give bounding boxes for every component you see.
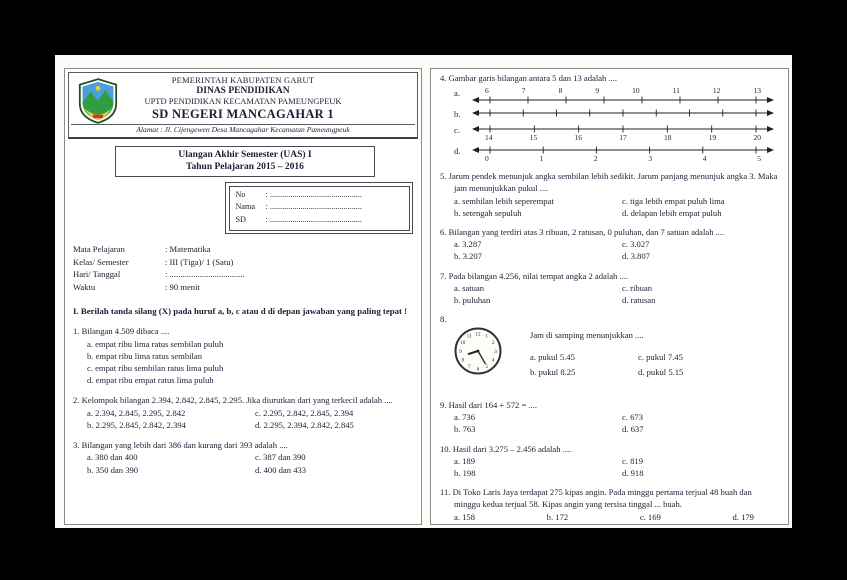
option-9c: c. 673 <box>622 412 644 423</box>
question-8-text: Jam di samping menunjukkan .... <box>530 330 644 341</box>
option-7a: a. satuan <box>454 282 485 293</box>
question-10 <box>440 443 779 480</box>
clock-image <box>454 327 502 375</box>
question-11-options <box>454 511 754 523</box>
question-11 <box>440 486 779 523</box>
numberline-a-numbers: 6 7 8 9 10 11 12 13 <box>485 86 761 96</box>
question-7 <box>440 270 779 307</box>
option-3a: a. 380 dan 400 <box>87 452 138 463</box>
option-10a: a. 189 <box>454 455 476 466</box>
numberline-d <box>472 145 774 163</box>
question-8 <box>440 313 779 392</box>
option-10d: d. 918 <box>622 468 644 479</box>
question-1-text: 1. Bilangan 4.509 dibaca .... <box>73 326 170 337</box>
option-5b: b. setengah sepuluh <box>454 207 522 218</box>
option-6a: a. 3.287 <box>454 239 482 250</box>
numberline-c <box>472 124 774 142</box>
left-page <box>64 68 422 525</box>
identity-row-nama <box>236 201 403 214</box>
option-4d-key: d. <box>454 145 461 156</box>
option-3b: b. 350 dan 390 <box>87 464 139 475</box>
svg-text:4: 4 <box>491 358 495 364</box>
numberline-c-numbers: 14 15 16 17 18 19 20 <box>485 132 761 142</box>
meta-row-kelas <box>73 256 421 268</box>
numberline-b <box>472 108 774 120</box>
svg-text:7: 7 <box>468 365 471 371</box>
question-6 <box>440 226 779 263</box>
no-label: No <box>235 189 246 199</box>
option-11c: c. 169 <box>639 511 661 522</box>
mapel-value: : Matematika <box>165 244 211 255</box>
question-3 <box>73 439 413 476</box>
question-8-right <box>512 327 779 378</box>
svg-text:11: 11 <box>466 335 472 341</box>
option-4c-key: c. <box>454 124 460 135</box>
letterhead-line3: UPTD PENDIDIKAN KECAMATAN PAMEUNGPEUK <box>144 95 342 106</box>
option-1c: c. empat ribu sembilan ratus lima puluh <box>87 363 224 374</box>
option-1b: b. empat ribu lima ratus sembilan <box>87 350 203 361</box>
question-5-text: 5. Jarum pendek menunjuk angka sembilan lebih sedikit. Jarum panjang menunjuk angka 3. Maka jam menunjukkan pukul .... <box>440 171 778 194</box>
option-8d: d. pukul 5.15 <box>638 366 684 377</box>
svg-text:2: 2 <box>491 341 495 347</box>
letterhead <box>68 72 418 139</box>
question-10-text: 10. Hasil dari 3.275 – 2.456 adalah .... <box>440 443 572 454</box>
numberline-d-numbers: 0 1 2 3 4 5 <box>485 153 761 163</box>
question-7-text: 7. Pada bilangan 4.256, nilai tempat angka 2 adalah .... <box>440 270 629 281</box>
svg-text:12: 12 <box>475 332 481 338</box>
question-5 <box>440 170 779 219</box>
numberline-a-line <box>472 95 774 105</box>
svg-text:10: 10 <box>460 341 466 347</box>
option-8a: a. pukul 5.45 <box>530 351 575 362</box>
exam-meta <box>73 243 421 293</box>
option-10c: c. 819 <box>622 455 644 466</box>
mapel-label: Mata Pelajaran <box>73 244 125 255</box>
option-11a: a. 158 <box>454 511 476 522</box>
option-7d: d. ratusan <box>622 294 656 305</box>
option-1a: a. empat ribu lima ratus sembilan puluh <box>87 338 224 349</box>
option-6d: d. 3.807 <box>622 251 650 262</box>
option-10b: b. 198 <box>454 468 476 479</box>
question-3-text: 3. Bilangan yang lebih dari 386 dan kurang dari 393 adalah .... <box>73 440 288 451</box>
option-8c: c. pukul 7.45 <box>638 351 683 362</box>
meta-row-waktu <box>73 281 421 293</box>
option-4b-key: b. <box>454 109 461 120</box>
right-page <box>430 68 789 525</box>
meta-row-hari <box>73 268 421 280</box>
no-field: : ............................................. <box>265 189 362 199</box>
svg-text:8: 8 <box>461 359 465 365</box>
question-2 <box>73 394 413 431</box>
nama-field: : ............................................. <box>265 202 362 212</box>
svg-text:3: 3 <box>494 350 497 356</box>
option-9a: a. 736 <box>454 412 476 423</box>
numberline-d-line <box>472 145 774 155</box>
numberline-option-b <box>454 108 779 120</box>
svg-text:6: 6 <box>476 367 480 373</box>
option-6c: c. 3.027 <box>622 239 650 250</box>
meta-row-mapel <box>73 243 421 255</box>
nama-label: Nama <box>235 202 256 212</box>
exam-paper <box>55 55 792 528</box>
question-2-options <box>87 407 413 431</box>
hari-label: Hari/ Tanggal <box>73 269 121 280</box>
question-2-text: 2. Kelompok bilangan 2.394, 2.842, 2.845, 2.295. Jika diurutkan dari yang terkecil adalah .... <box>73 395 393 406</box>
option-8b: b. pukul 8.25 <box>530 366 576 377</box>
option-5d: d. delapan lebih empat puluh <box>622 207 722 218</box>
identity-row-sd <box>236 214 403 227</box>
question-6-text: 6. Bilangan yang terdiri atas 3 ribuan, 2 ratusan, 0 puluhan, dan 7 satuan adalah .... <box>440 226 725 237</box>
option-11b: b. 172 <box>546 511 569 522</box>
option-4a-key: a. <box>454 88 460 99</box>
school-logo <box>78 78 118 124</box>
question-8-options <box>530 351 779 378</box>
numberline-option-d <box>454 145 779 163</box>
option-5c: c. tiga lebih empat puluh lima <box>622 195 725 206</box>
svg-text:5: 5 <box>485 365 489 371</box>
numberline-a <box>472 87 774 105</box>
option-6b: b. 3.207 <box>454 251 482 262</box>
numberline-b-line <box>472 108 774 118</box>
question-4 <box>440 72 779 163</box>
letterhead-line1: PEMERINTAH KABUPATEN GARUT <box>171 75 315 85</box>
question-1 <box>73 325 413 386</box>
option-2c: c. 2.295, 2.842, 2.845, 2.394 <box>255 407 354 418</box>
exam-year: Tahun Pelajaran 2015 – 2016 <box>186 161 304 172</box>
question-3-options <box>87 451 413 475</box>
question-8-number: 8. <box>440 314 447 325</box>
question-5-options <box>454 195 779 219</box>
question-11-text: 11. Di Toko Laris Jaya terdapat 275 kipas angin. Pada minggu pertama terjual 48 buah dan minggu kedua terjual 58. Kipas angin yang tersisa tinggal ... buah. <box>440 487 752 510</box>
section-1-instruction: I. Berilah tanda silang (X) pada huruf a, b, c atau d di depan jawaban yang paling tepat ! <box>73 306 408 317</box>
option-9d: d. 637 <box>622 424 644 435</box>
question-9-options <box>454 411 779 435</box>
option-5a: a. sembilan lebih seperempat <box>454 195 554 206</box>
svg-text:9: 9 <box>459 350 462 356</box>
question-7-options <box>454 282 779 306</box>
question-1-options <box>87 338 413 387</box>
option-7b: b. puluhan <box>454 294 491 305</box>
student-identity-box <box>225 182 413 234</box>
question-4-text: 4. Gambar garis bilangan antara 5 dan 13 adalah .... <box>440 73 618 83</box>
waktu-label: Waktu <box>73 281 96 292</box>
question-8-body <box>454 327 779 378</box>
question-10-options <box>454 455 779 479</box>
student-identity-inner <box>229 186 410 231</box>
option-2d: d. 2.295, 2.394, 2.842, 2.845 <box>255 419 354 430</box>
kelas-value: : III (Tiga)/ 1 (Satu) <box>165 256 234 267</box>
sd-field: : ............................................. <box>265 215 362 225</box>
option-9b: b. 763 <box>454 424 476 435</box>
letterhead-line2: DINAS PENDIDIKAN <box>196 85 290 96</box>
option-2b: b. 2.295, 2.845, 2.842, 2.394 <box>87 419 186 430</box>
exam-title: Ulangan Akhir Semester (UAS) I <box>178 149 312 160</box>
numberline-option-a <box>454 87 779 105</box>
option-2a: a. 2.394, 2.845, 2.295, 2.842 <box>87 407 186 418</box>
waktu-value: : 90 menit <box>165 281 200 292</box>
option-3c: c. 387 dan 390 <box>255 452 306 463</box>
option-7c: c. ribuan <box>622 282 653 293</box>
option-1d: d. empat ribu empat ratus lima puluh <box>87 375 214 386</box>
kelas-label: Kelas/ Semester <box>73 256 129 267</box>
hari-value: : ................................... <box>165 269 245 280</box>
school-address: Alamat : Jl. Cijengewen Desa Mancagahar Kecamatan Pameungpeuk <box>71 124 415 137</box>
option-3d: d. 400 dan 433 <box>255 464 307 475</box>
school-name: SD NEGERI MANCAGAHAR 1 <box>152 107 334 122</box>
question-6-options <box>454 238 779 262</box>
option-11d: d. 179 <box>732 511 754 522</box>
question-9 <box>440 399 779 436</box>
sd-label: SD <box>235 215 246 225</box>
numberline-option-c <box>454 124 779 142</box>
exam-title-box <box>115 146 375 178</box>
svg-text:1: 1 <box>485 335 489 341</box>
identity-row-no <box>236 189 403 202</box>
question-9-text: 9. Hasil dari 164 + 572 = .... <box>440 400 538 410</box>
